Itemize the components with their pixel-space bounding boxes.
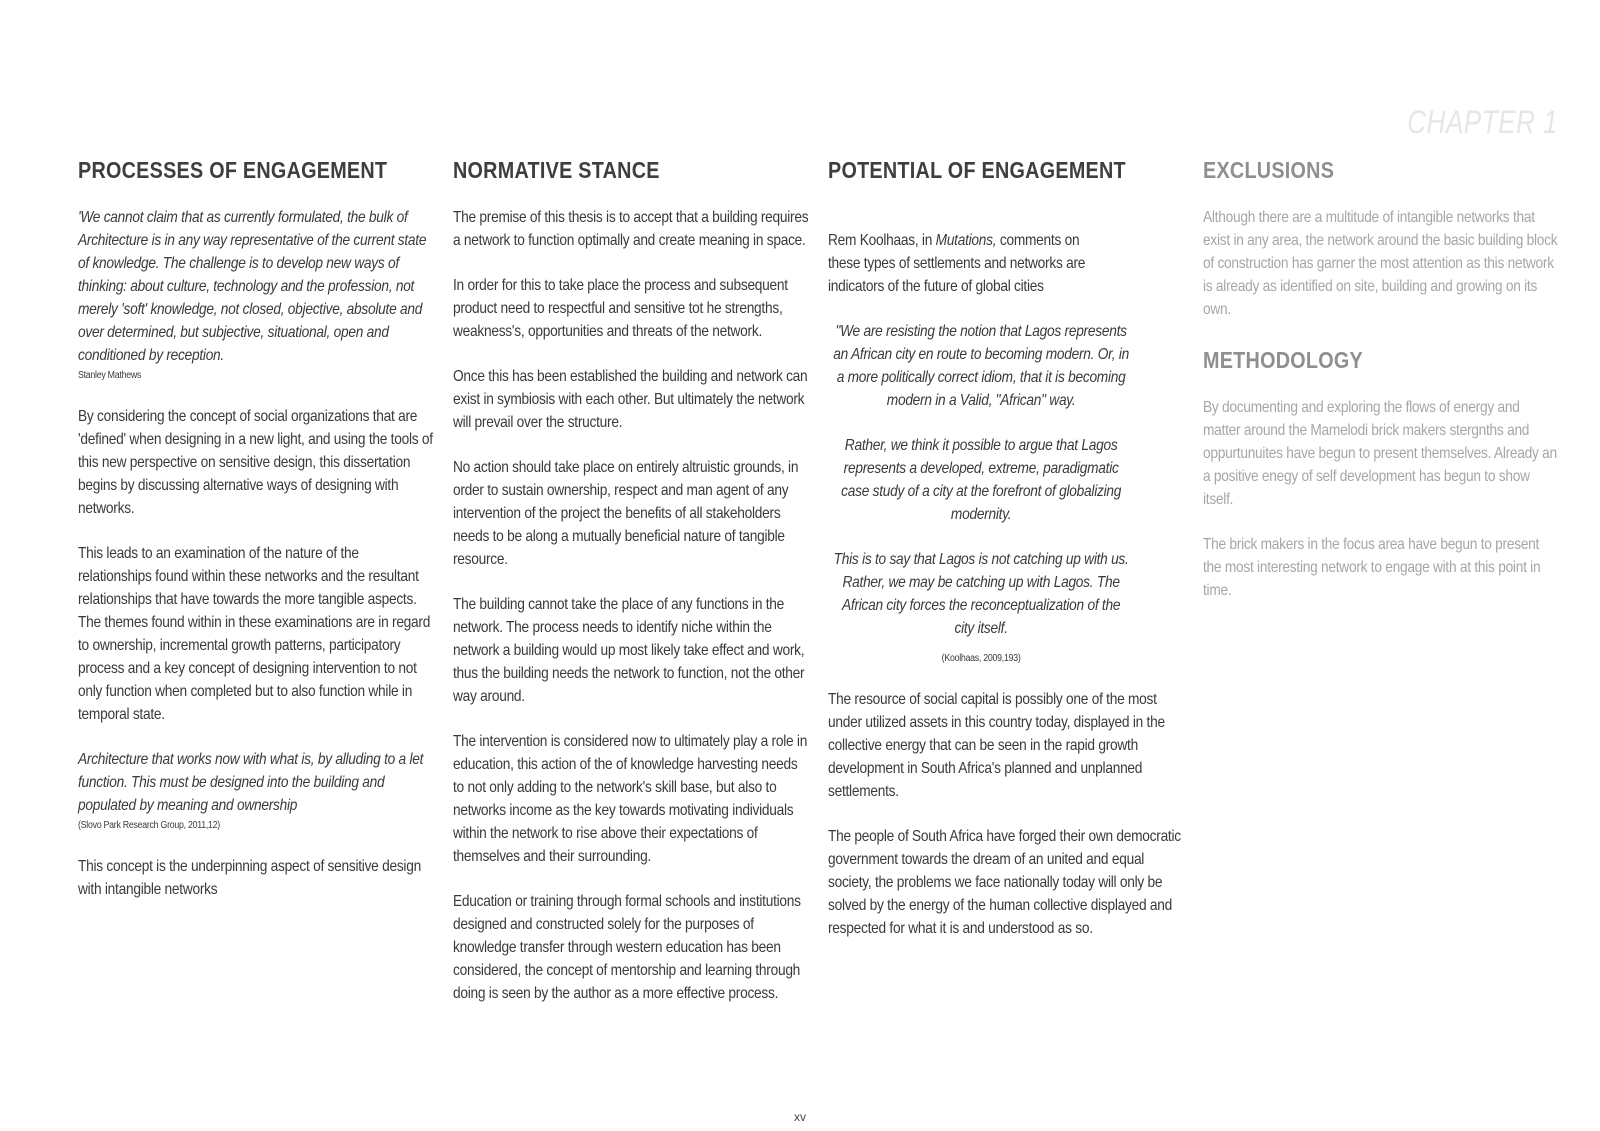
column-potential-of-engagement [828,157,1184,962]
paragraph: The building cannot take the place of any functions in the network. The process needs to identify niche within the network a building would up most likely take effect and work, thus the building needs the network to function, not the other way around. [453,596,805,705]
quote-source: (Slovo Park Research Group, 2011,12) [78,820,220,831]
quote-koolhaas-2: Rather, we think it possible to argue that Lagos represents a developed, extreme, paradigmatic case study of a city at the forefront of globalizing modernity. [841,437,1122,523]
column-body [828,229,1184,940]
paragraph: Although there are a multitude of intangible networks that exist in any area, the network around the basic building block of construction has garner the most attention as this network is already as identified on site, building and growing on its own. [1203,209,1558,318]
paragraph: Education or training through formal schools and institutions designed and constructed solely for the purposes of knowledge transfer through western education has been considered, the concept of mentorship and learning through doing is seen by the author as a more effective process. [453,893,801,1002]
paragraph: The premise of this thesis is to accept that a building requires a network to function optimally and create meaning in space. [453,209,809,249]
column-body [78,206,434,901]
heading-processes-of-engagement: PROCESSES OF ENGAGEMENT [78,157,388,183]
paragraph: The people of South Africa have forged their own democratic government towards the dream of an united and equal society, the problems we face nationally today will only be solved by the energy of the human collective displayed and respected for what it is and understood as so. [828,828,1181,937]
paragraph: This leads to an examination of the nature of the relationships found within these networks and the resultant relationships that have towards the more tangible aspects. The themes found within in these examinations are in regard to ownership, incremental growth patterns, participatory process and a key concept of designing intervention to not only function when completed but to also function while in temporal state. [78,545,431,723]
column-normative-stance [453,157,809,1027]
page-number: xv [794,1110,806,1124]
paragraph: By considering the concept of social organizations that are 'defined' when designing in a new light, and using the tools of this new perspective on sensitive design, this dissertation begins by discussing alternative ways of designing with networks. [78,408,433,517]
heading-exclusions: EXCLUSIONS [1203,157,1335,183]
paragraph: The resource of social capital is possibly one of the most under utilized assets in this country today, displayed in the collective energy that can be seen in the rapid growth development in South Africa's planned and unplanned settlements. [828,691,1165,800]
quote-koolhaas-3: This is to say that Lagos is not catching up with us. Rather, we may be catching up with Lagos. The African city forces the reconceptualization of the city itself. [833,551,1129,637]
paragraph: By documenting and exploring the flows of energy and matter around the Mamelodi brick makers stergnths and oppurtunuites have begun to present themselves. Already an a positive enegy of self development has begun to show itself. [1203,399,1557,508]
intro-text-a: Rem Koolhaas, in [828,232,936,249]
column-processes-of-engagement [78,157,434,923]
column-body [453,206,809,1005]
quote-mathews: 'We cannot claim that as currently formulated, the bulk of Architecture is in any way representative of the current state of knowledge. The challenge is to develop new ways of thinking: about culture, technology and the profession, not merely 'soft' knowledge, not closed, objective, absolute and over determined, but subjective, situational, open and conditioned by reception. [78,209,427,364]
column-body [1203,396,1559,602]
quote-source: (Koolhaas, 2009,193) [941,653,1021,664]
paragraph: No action should take place on entirely altruistic grounds, in order to sustain ownership, respect and man agent of any intervention of the project the benefits of all stakeholders needs to be along a mutually beneficial nature of tangible resource. [453,459,799,568]
column-exclusions [1203,157,1559,624]
heading-potential-of-engagement: POTENTIAL OF ENGAGEMENT [828,157,1126,183]
heading-methodology: METHODOLOGY [1203,347,1363,373]
paragraph: The brick makers in the focus area have begun to present the most interesting network to engage with at this point in time. [1203,536,1541,599]
quote-author: Stanley Mathews [78,370,142,381]
paragraph: In order for this to take place the process and subsequent product need to respectful and sensitive tot he strengths, weakness's, opportunities and threats of the network. [453,277,788,340]
column-body [1203,206,1559,321]
paragraph: The intervention is considered now to ultimately play a role in education, this action of the of knowledge harvesting needs to not only adding to the network's skill base, but also to networks income as the key towards motivating individuals within the network to rise above their expectations of themselves and their surrounding. [453,733,808,865]
koolhaas-quote-block [828,320,1131,666]
paragraph: This concept is the underpinning aspect of sensitive design with intangible networks [78,858,421,898]
paragraph: Once this has been established the building and network can exist in symbiosis with each other. But ultimately the network will prevail over the structure. [453,368,808,431]
quote-koolhaas-1: "We are resisting the notion that Lagos represents an African city en route to becoming modern. Or, in a more politically correct idiom, that it is becoming modern in a Valid, "African" way. [833,323,1129,409]
chapter-label: CHAPTER 1 [1407,104,1558,140]
quote-slovo-park: Architecture that works now with what is, by alluding to a let function. This must be designed into the building and populated by meaning and ownership [78,751,424,814]
heading-normative-stance: NORMATIVE STANCE [453,157,660,183]
intro-text-b: comments on these types of settlements and networks are indicators of the future of global cities [828,232,1086,295]
intro-title-mutations: Mutations, [935,232,997,249]
intro-paragraph [828,229,1092,298]
